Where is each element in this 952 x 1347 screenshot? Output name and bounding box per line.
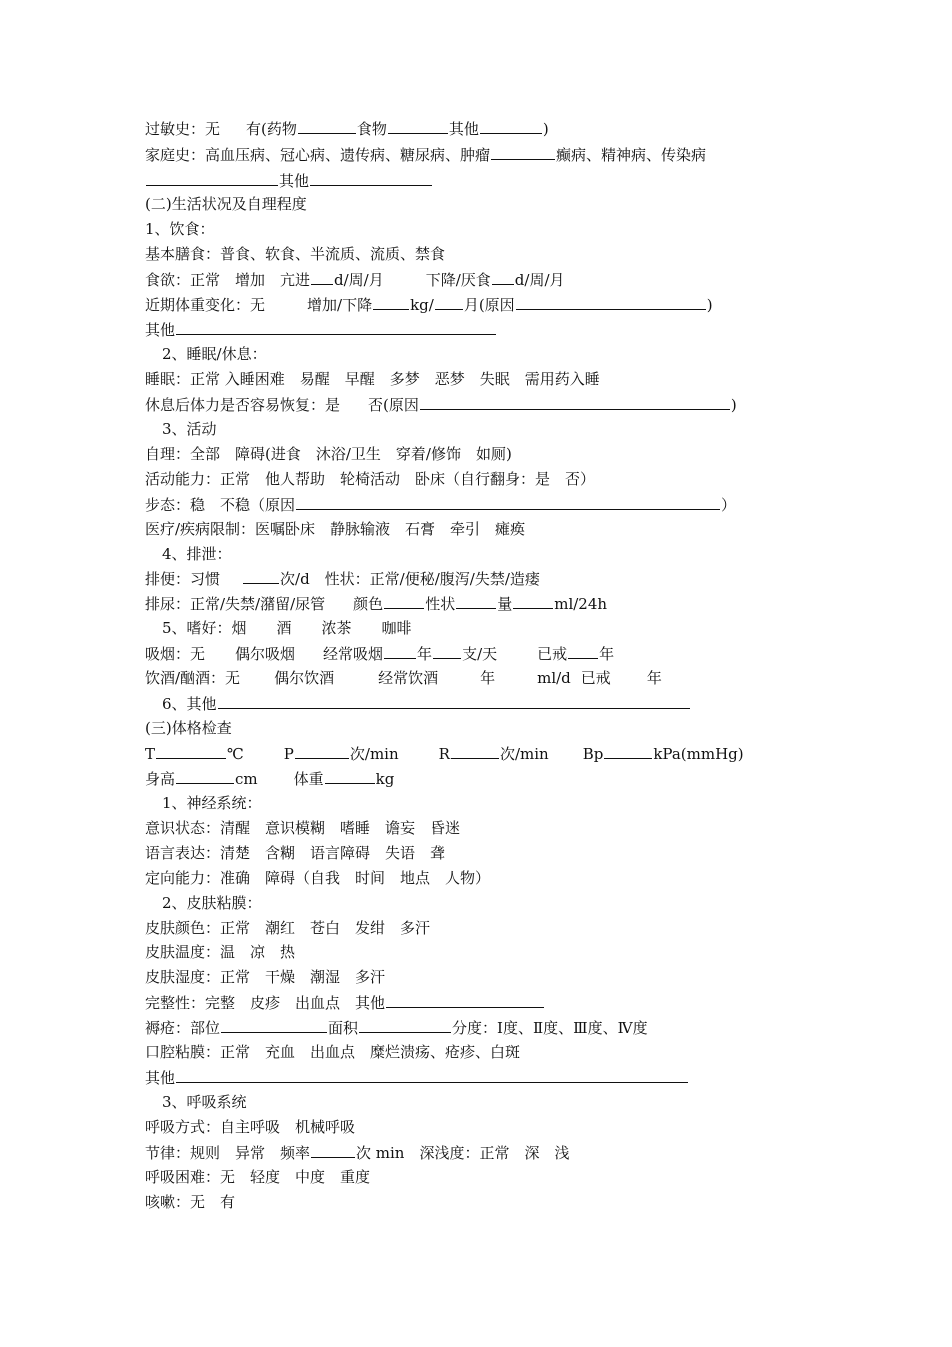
year-unit: 年 <box>646 669 662 687</box>
sore-area-field[interactable] <box>359 1017 451 1033</box>
family-other-label: 其他 <box>279 172 310 190</box>
recovery-reason-label: 否(原因 <box>368 396 419 414</box>
skin-other-field[interactable] <box>176 1067 688 1083</box>
height-label: 身高 <box>145 770 176 788</box>
pulse-field[interactable] <box>295 743 349 759</box>
paren-close: ) <box>730 396 737 414</box>
sore-site-field[interactable] <box>221 1017 327 1033</box>
skin-integrity-label: 完整性：完整 皮疹 出血点 其他 <box>145 994 386 1012</box>
recovery-reason-field[interactable] <box>420 394 730 410</box>
recovery-label: 休息后体力是否容易恢复：是 <box>145 396 341 414</box>
resp-label: R <box>438 745 450 763</box>
skin-other-label: 其他 <box>145 1069 176 1087</box>
skin-title: 2、皮肤粘膜： <box>162 894 262 912</box>
vitals-line <box>145 743 744 764</box>
allergy-drug-label: 有(药物 <box>246 120 297 138</box>
sleep-line: 睡眠：正常 入睡困难 易醒 早醒 多梦 恶梦 失眠 需用药入睡 <box>145 370 600 388</box>
stool-line <box>145 568 540 589</box>
bp-field[interactable] <box>604 743 652 759</box>
pressure-sore-line <box>145 1017 648 1038</box>
allergy-food-field[interactable] <box>388 118 448 134</box>
body-weight-unit: kg <box>375 770 395 788</box>
weight-reason-label: 月(原因 <box>463 296 515 314</box>
weight-kg-field[interactable] <box>373 294 409 310</box>
height-unit: cm <box>235 770 258 788</box>
sore-grade-label: 分度：Ⅰ度、Ⅱ度、Ⅲ度、Ⅳ度 <box>452 1019 648 1037</box>
medical-limit-line: 医疗/疾病限制：医嘱卧床 静脉输液 石膏 牵引 瘫痪 <box>145 520 526 538</box>
temp-unit: ℃ <box>227 745 244 763</box>
paren-close: ) <box>542 120 549 138</box>
bp-unit: kPa(mmHg) <box>653 745 744 763</box>
resp-field[interactable] <box>451 743 499 759</box>
infectious-field[interactable] <box>146 170 278 186</box>
skin-integrity-other-field[interactable] <box>386 992 544 1008</box>
activity-ability-line: 活动能力：正常 他人帮助 轮椅活动 卧床（自行翻身：是 否） <box>145 470 596 488</box>
stool-label-2: 次/d 性状：正常/便秘/腹泻/失禁/造瘘 <box>280 570 540 588</box>
bp-label: Bp <box>582 745 604 763</box>
basic-diet-line: 基本膳食：普食、软食、半流质、流质、禁食 <box>145 245 446 263</box>
weight-reason-field[interactable] <box>516 294 706 310</box>
cough-line: 咳嗽：无 有 <box>145 1193 236 1211</box>
urine-label: 排尿：正常/失禁/潴留/尿管 <box>145 595 326 613</box>
drinking-frequent: 经常饮酒 <box>378 669 439 687</box>
urine-character-label: 性状 <box>425 595 456 613</box>
urine-color-label: 颜色 <box>353 595 384 613</box>
section-3-title: (三)体格检查 <box>145 719 232 737</box>
skin-other-line <box>145 1067 689 1088</box>
temp-label: T <box>145 745 156 763</box>
drinking-label: 饮酒/酗酒：无 <box>145 669 241 687</box>
resp-title: 3、呼吸系统 <box>162 1093 247 1111</box>
urine-volume-label: 量 <box>497 595 513 613</box>
temp-field[interactable] <box>156 743 226 759</box>
drinking-line <box>145 668 662 688</box>
appetite-unit-2: d/周/月 <box>514 271 565 289</box>
year-unit: 年 <box>417 645 433 663</box>
quit-label: 已戒 <box>537 645 568 663</box>
body-weight-field[interactable] <box>325 768 375 784</box>
diet-other-field[interactable] <box>176 319 496 335</box>
smoking-years-field[interactable] <box>384 643 416 659</box>
family-other-field[interactable] <box>310 170 432 186</box>
recovery-line <box>145 394 737 415</box>
weight-change-label: 近期体重变化：无 <box>145 296 266 314</box>
gait-reason-field[interactable] <box>296 494 720 510</box>
allergy-other-field[interactable] <box>480 118 542 134</box>
pulse-label: P <box>283 745 294 763</box>
urine-color-field[interactable] <box>384 593 424 609</box>
neuro-title: 1、神经系统： <box>162 794 262 812</box>
gait-label: 步态：稳 不稳（原因 <box>145 496 296 514</box>
allergy-label: 过敏史：无 <box>145 120 221 138</box>
family-history-label: 家庭史：高血压病、冠心病、遗传病、糖尿病、肿瘤 <box>145 146 491 164</box>
other-6-line <box>162 693 691 714</box>
appetite-line <box>145 269 565 290</box>
smoking-occasional: 偶尔吸烟 <box>235 645 296 663</box>
diet-other-line <box>145 319 497 340</box>
family-history-line <box>145 144 706 165</box>
year-unit: 年 <box>480 669 496 687</box>
section-2-title: (二)生活状况及自理程度 <box>145 195 307 213</box>
smoking-frequent: 经常吸烟 <box>323 645 384 663</box>
appetite-label: 食欲：正常 增加 亢进 <box>145 271 311 289</box>
weight-month-field[interactable] <box>435 294 463 310</box>
other-6-label: 6、其他 <box>162 695 217 713</box>
appetite-decrease-field[interactable] <box>492 269 514 285</box>
family-history-line-2 <box>145 170 433 191</box>
weight-kg-unit: kg/ <box>410 296 434 314</box>
skin-temp-line: 皮肤温度：温 凉 热 <box>145 943 296 961</box>
oral-mucosa-line: 口腔粘膜：正常 充血 出血点 糜烂溃疡、疮疹、白斑 <box>145 1043 521 1061</box>
urine-volume-unit: ml/24h <box>554 595 608 613</box>
rhythm-line <box>145 1142 569 1163</box>
ml-per-day-unit: ml/d <box>537 669 571 687</box>
allergy-food-label: 食物 <box>356 120 387 138</box>
activity-title: 3、活动 <box>162 420 217 438</box>
height-field[interactable] <box>176 768 234 784</box>
sleep-title: 2、睡眠/休息： <box>162 345 267 363</box>
breathing-mode-line: 呼吸方式：自主呼吸 机械呼吸 <box>145 1118 356 1136</box>
resp-unit: 次/min <box>499 745 549 763</box>
diet-other-label: 其他 <box>145 321 176 339</box>
smoking-quit-years-field[interactable] <box>568 643 598 659</box>
allergy-other-label: 其他 <box>448 120 479 138</box>
skin-color-line: 皮肤颜色：正常 潮红 苍白 发绀 多汗 <box>145 919 431 937</box>
family-history-label-2: 癫病、精神病、传染病 <box>556 146 707 164</box>
tumor-field[interactable] <box>491 144 555 160</box>
gait-line <box>145 494 736 515</box>
drinking-occasional: 偶尔饮酒 <box>274 669 335 687</box>
other-6-field[interactable] <box>218 693 690 709</box>
dyspnea-line: 呼吸困难：无 轻度 中度 重度 <box>145 1168 371 1186</box>
allergy-drug-field[interactable] <box>298 118 356 134</box>
resp-rate-field[interactable] <box>311 1142 355 1158</box>
per-day-unit: 支/天 <box>462 645 498 663</box>
consciousness-line: 意识状态：清醒 意识模糊 嗜睡 谵妄 昏迷 <box>145 819 461 837</box>
urine-line <box>145 593 607 614</box>
weight-change-line <box>145 294 713 315</box>
body-weight-label: 体重 <box>293 770 324 788</box>
skin-humidity-line: 皮肤湿度：正常 干燥 潮湿 多汗 <box>145 968 386 986</box>
excretion-title: 4、排泄： <box>162 545 232 563</box>
urine-volume-field[interactable] <box>513 593 553 609</box>
appetite-decrease-label: 下降/厌食 <box>425 271 491 289</box>
smoking-line <box>145 643 614 664</box>
urine-character-field[interactable] <box>456 593 496 609</box>
diet-title: 1、饮食： <box>145 220 215 238</box>
stool-times-field[interactable] <box>243 568 279 584</box>
stool-label: 排便：习惯 <box>145 570 221 588</box>
allergy-history-line <box>145 118 549 139</box>
paren-close: ） <box>721 496 737 514</box>
height-weight-line <box>145 768 394 789</box>
speech-line: 语言表达：清楚 含糊 语言障碍 失语 聋 <box>145 844 446 862</box>
habits-title: 5、嗜好：烟 酒 浓茶 咖啡 <box>162 619 412 637</box>
smoking-per-day-field[interactable] <box>433 643 461 659</box>
sore-site-label: 褥疮：部位 <box>145 1019 221 1037</box>
year-unit: 年 <box>599 645 615 663</box>
rhythm-label-2: 次 min 深浅度：正常 深 浅 <box>356 1144 570 1162</box>
paren-close: ) <box>706 296 713 314</box>
appetite-increase-field[interactable] <box>311 269 333 285</box>
skin-integrity-line <box>145 992 545 1013</box>
sore-area-label: 面积 <box>328 1019 359 1037</box>
appetite-unit: d/周/月 <box>334 271 384 289</box>
pulse-unit: 次/min <box>349 745 399 763</box>
self-care-line: 自理：全部 障碍(进食 沐浴/卫生 穿着/修饰 如厕) <box>145 445 512 463</box>
smoking-label: 吸烟：无 <box>145 645 206 663</box>
rhythm-label: 节律：规则 异常 频率 <box>145 1144 311 1162</box>
weight-change-label-2: 增加/下降 <box>307 296 373 314</box>
quit-label: 已戒 <box>580 669 611 687</box>
orientation-line: 定向能力：准确 障碍（自我 时间 地点 人物） <box>145 869 491 887</box>
